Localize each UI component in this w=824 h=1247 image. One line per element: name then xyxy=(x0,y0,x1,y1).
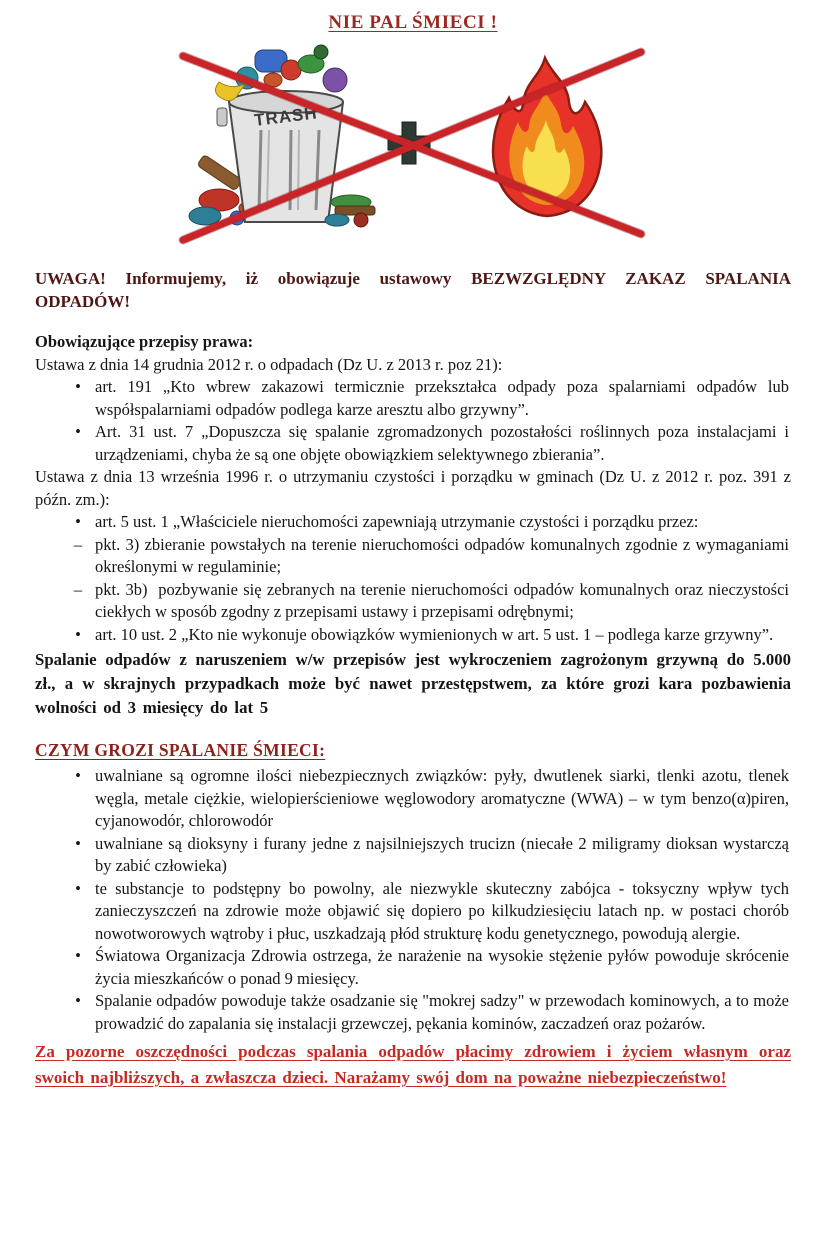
penalty-paragraph: Spalanie odpadów z naruszeniem w/w przepisów jest wykroczeniem zagrożonym grzywną do 5.000 zł., a w skrajnych przypadkach może być nawet przestępstwem, za które grozi kara pozbawienia wolności od 3 miesięcy do lat 5 xyxy=(35,650,791,717)
list-item xyxy=(61,945,791,990)
list-item xyxy=(61,990,791,1035)
list-item xyxy=(61,765,791,833)
list-item-text: Spalanie odpadów powoduje także osadzanie się "mokrej sadzy" w przewodach kominowych, a to może prowadzić do zapalania się instalacji grzewczej, pękania kominów, zaczadzeń oraz pożarów. xyxy=(95,991,789,1033)
flame-icon xyxy=(493,58,601,216)
list-item xyxy=(61,534,791,579)
bullet-marker: • xyxy=(75,624,81,644)
act1-intro: Ustawa z dnia 14 grudnia 2012 r. o odpadach (Dz U. z 2013 r. poz 21): xyxy=(35,354,503,374)
law-section-heading: Obowiązujące przepisy prawa: xyxy=(35,332,254,351)
bullet-marker: • xyxy=(75,512,81,531)
bullet-marker: • xyxy=(75,766,81,785)
bullet-marker: • xyxy=(75,422,81,441)
list-item-text: Światowa Organizacja Zdrowia ostrzega, że narażenie na wysokie stężenie pyłów powoduje skrócenie życia mieszkańców o ponad 9 miesięcy. xyxy=(95,946,789,988)
list-item xyxy=(61,878,791,946)
list-item-text: art. 191 „Kto wbrew zakazowi termicznie przekształca odpady poza spalarniami odpadów lub współspalarniami odpadów podlega karze aresztu albo grzywny”. xyxy=(95,377,789,419)
act1-list xyxy=(35,376,791,466)
bullet-marker: • xyxy=(75,991,81,1010)
bullet-marker: • xyxy=(75,946,81,965)
bullet-marker: • xyxy=(75,377,81,396)
list-item-text: uwalniane są dioksyny i furany jedne z najsilniejszych trucizn (niecałe 2 miligramy dioksan wystarczą by zabić człowieka) xyxy=(95,833,789,875)
bullet-marker: • xyxy=(75,833,81,853)
act2-intro: Ustawa z dnia 13 września 1996 r. o utrzymaniu czystości i porządku w gminach (Dz U. z 2012 r. poz. 391 z późn. zm.): xyxy=(35,467,791,509)
list-item xyxy=(61,376,791,421)
no-burning-svg xyxy=(173,40,653,252)
statutory-ban-warning: UWAGA! Informujemy, iż obowiązuje ustawowy BEZWZGLĘDNY ZAKAZ SPALANIA ODPADÓW! xyxy=(35,269,791,311)
list-item xyxy=(61,624,791,647)
list-item xyxy=(61,421,791,466)
list-item-text: uwalniane są ogromne ilości niebezpiecznych związków: pyły, dwutlenek siarki, tlenki azotu, tlenek węgla, metale ciężkie, wielopierścieniowe węglowodory aromatyczne (WWA) – w tym benzo(α)piren, cyjanowodór, chlorowodór xyxy=(95,766,789,830)
list-item xyxy=(61,511,791,534)
list-item-text: Art. 31 ust. 7 „Dopuszcza się spalanie zgromadzonych pozostałości roślinnych poza instalacjami i urządzeniami, chyba że są one objęte obowiązkiem selektywnego zbierania”. xyxy=(95,422,789,464)
page-title: NIE PAL ŚMIECI ! xyxy=(328,12,498,33)
list-item-text: pkt. 3) zbieranie powstałych na terenie nieruchomości odpadów komunalnych zgodnie z wymaganiami określonymi w regulaminie; xyxy=(95,534,789,576)
bullet-marker: – xyxy=(73,579,83,599)
list-item-text: pkt. 3b) pozbywanie się zebranych na terenie nieruchomości odpadów komunalnych oraz nieczystości ciekłych w sposób zgodny z przepisami ustawy i przepisami odrębnymi; xyxy=(95,579,789,621)
bullet-marker: – xyxy=(73,534,83,554)
list-item-text: art. 5 ust. 1 „Właściciele nieruchomości zapewniają utrzymanie czystości i porządku przez: xyxy=(95,512,699,531)
danger-list xyxy=(35,765,791,1035)
danger-section-heading: CZYM GROZI SPALANIE ŚMIECI: xyxy=(35,740,326,760)
list-item-text: te substancje to podstępny bo powolny, ale niezwykle skuteczny zabójca - toksyczny wpływ tych zanieczyszczeń na zdrowie może objawić się dopiero po kilkudziesięciu latach np. w postaci chorób nowotworowych wątroby i płuc, uszkadzają płód strukturę kodu genetycznego, powodują alergie. xyxy=(95,878,789,943)
bullet-marker: • xyxy=(75,878,81,898)
list-item-text: art. 10 ust. 2 „Kto nie wykonuje obowiązków wymienionych w art. 5 ust. 1 – podlega karze grzywny”. xyxy=(95,624,774,644)
act2-list xyxy=(35,511,791,646)
list-item xyxy=(61,579,791,624)
no-burning-illustration xyxy=(173,40,653,257)
footer-warning: Za pozorne oszczędności podczas spalania odpadów płacimy zdrowiem i życiem własnym oraz swoich najbliższych, a zwłaszcza dzieci. Narażamy swój dom na poważne niebezpieczeństwo! xyxy=(35,1042,791,1087)
trash-label: TRASH xyxy=(253,103,319,130)
trash-debris-right xyxy=(325,195,375,227)
list-item xyxy=(61,833,791,878)
